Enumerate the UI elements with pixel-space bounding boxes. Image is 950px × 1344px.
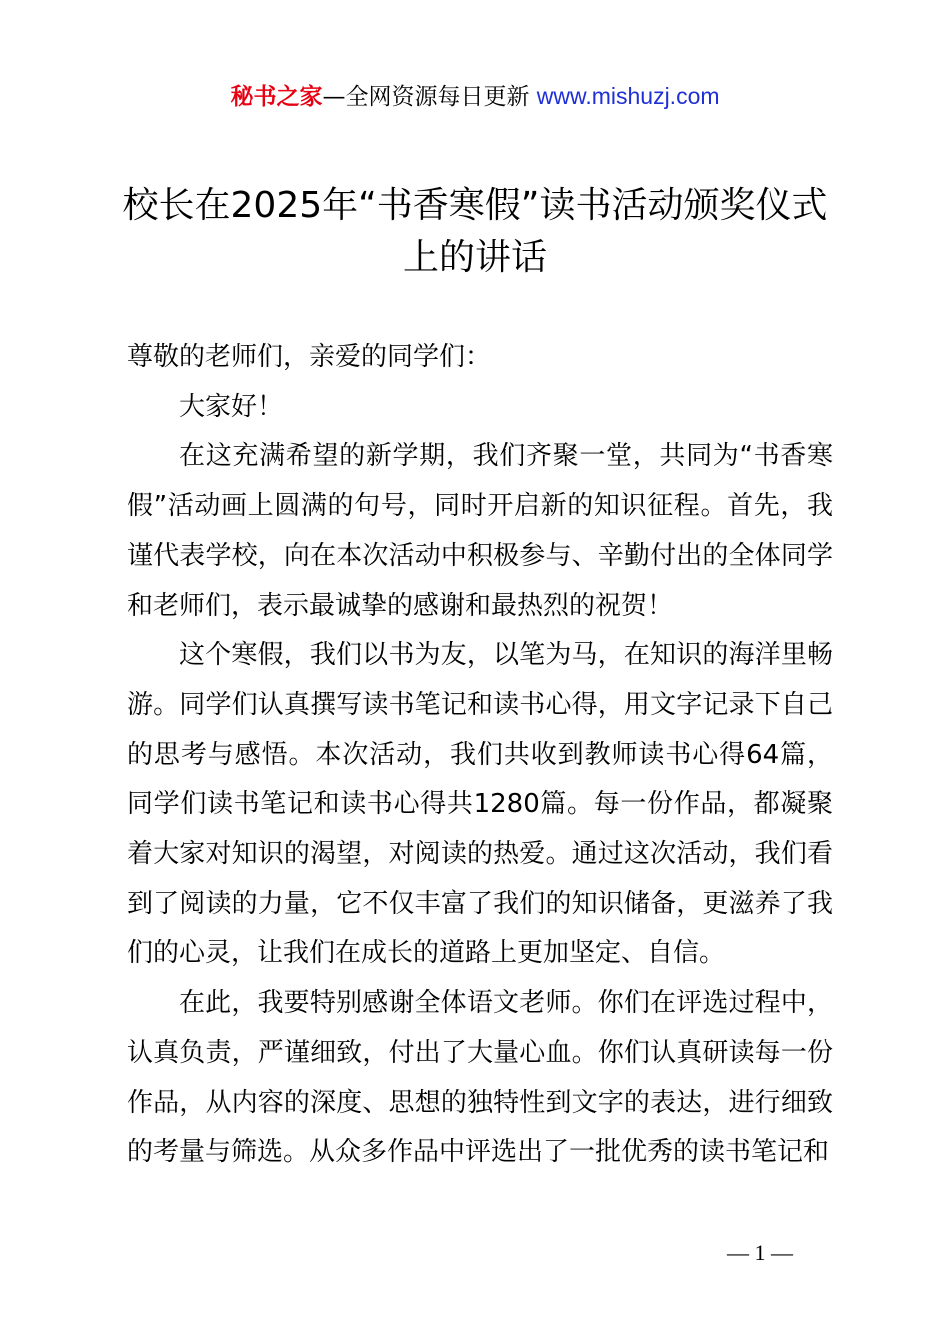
paragraph: 大家好！ xyxy=(179,391,284,422)
site-tagline: —全网资源每日更新 xyxy=(322,84,537,110)
site-header xyxy=(0,80,950,113)
paragraph: 这个寒假，我们以书为友，以笔为马，在知识的海洋里畅游。同学们认真撰写读书笔记和读书心得，用文字记录下自己的思考与感悟。本次活动，我们共收到教师读书心得64篇，同学们读书笔记和读书心得共1280篇。每一份作品，都凝聚着大家对知识的渴望，对阅读的热爱。通过这次活动，我们看到了阅读的力量，它不仅丰富了我们的知识储备，更滋养了我们的心灵，让我们在成长的道路上更加坚定、自信。 xyxy=(127,640,833,969)
site-url[interactable]: www.mishuzj.com xyxy=(536,83,720,109)
document-title: 校长在2025年“书香寒假”读书活动颁奖仪式上的讲话 xyxy=(122,185,828,278)
page-number: — 1 — xyxy=(727,1240,793,1265)
site-brand: 秘书之家 xyxy=(230,84,323,110)
paragraph: 在此，我要特别感谢全体语文老师。你们在评选过程中，认真负责，严谨细致，付出了大量心血。你们认真研读每一份作品，从内容的深度、思想的独特性到文字的表达，进行细致的考量与筛选。从众多作品中评选出了一批优秀的读书笔记和 xyxy=(127,988,833,1168)
document-body xyxy=(127,333,833,1178)
paragraph: 在这充满希望的新学期，我们齐聚一堂，共同为“书香寒假”活动画上圆满的句号，同时开启新的知识征程。首先，我谨代表学校，向在本次活动中积极参与、辛勤付出的全体同学和老师们，表示最诚挚的感谢和最热烈的祝贺！ xyxy=(127,441,833,621)
salutation: 尊敬的老师们，亲爱的同学们： xyxy=(127,342,492,372)
